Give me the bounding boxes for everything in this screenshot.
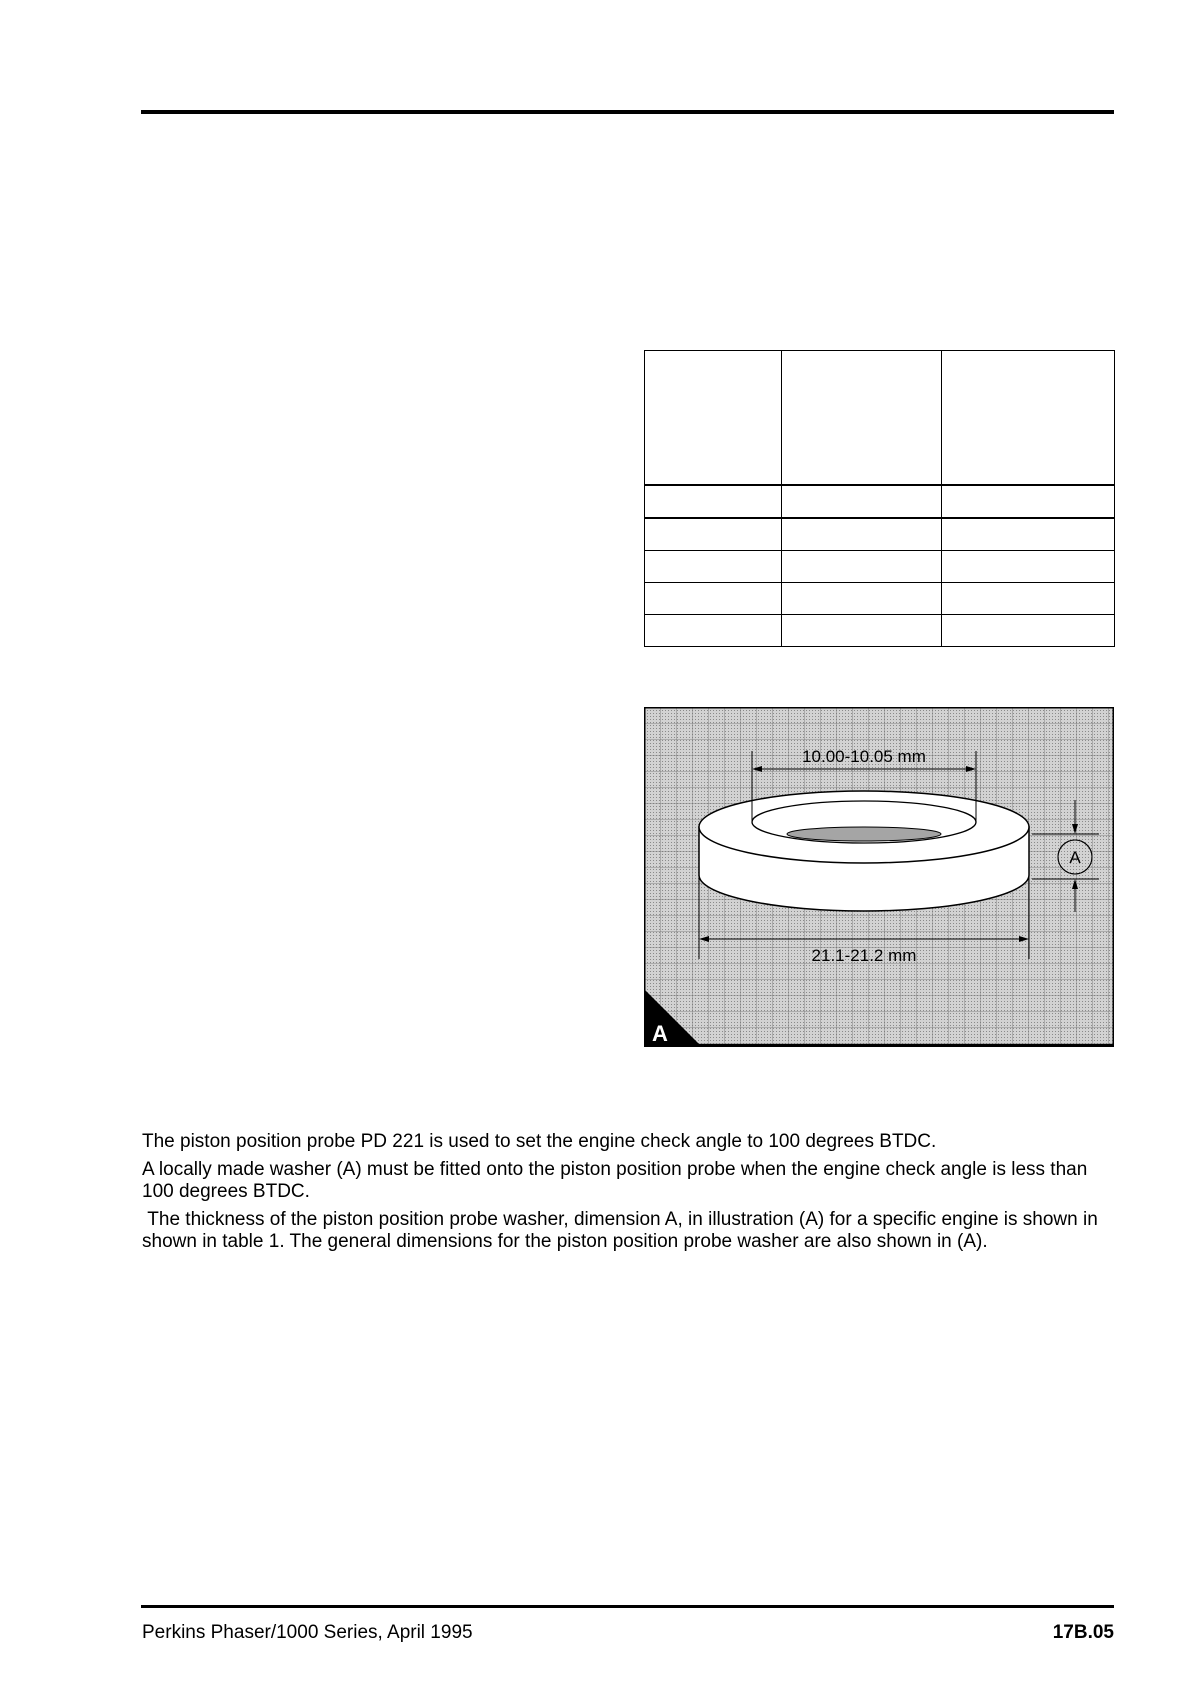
paragraph: The piston position probe PD 221 is used to set the engine check angle to 100 degrees BTDC.	[142, 1131, 937, 1152]
washer-illustration	[644, 707, 1114, 1047]
table-row	[645, 518, 1115, 551]
table-cell	[942, 583, 1115, 615]
figure-label: A	[652, 1021, 668, 1046]
table-cell	[942, 485, 1115, 518]
table-cell	[782, 551, 942, 583]
table-row	[645, 485, 1115, 518]
paragraph: The thickness of the piston position probe washer, dimension A, in illustration (A) for a specific engine is shown in shown in table 1. The general dimensions for the piston position probe washer are also shown in (A).	[142, 1209, 1104, 1252]
table-cell	[645, 551, 782, 583]
washer-thickness-table	[644, 350, 1115, 647]
table-cell	[645, 351, 782, 486]
table-cell	[782, 583, 942, 615]
table-cell	[942, 615, 1115, 647]
washer-drawing	[699, 791, 1029, 911]
table-cell	[782, 615, 942, 647]
table-cell	[645, 485, 782, 518]
table-cell	[645, 518, 782, 551]
table-cell	[782, 485, 942, 518]
body-text	[142, 1131, 1117, 1259]
table-cell	[782, 351, 942, 486]
thickness-label: A	[1069, 848, 1081, 867]
table-cell	[942, 518, 1115, 551]
paragraph: A locally made washer (A) must be fitted onto the piston position probe when the engine check angle is less than 100 degrees BTDC.	[142, 1159, 1088, 1202]
table-cell	[782, 518, 942, 551]
table-cell	[645, 615, 782, 647]
inner-diameter-label: 10.00-10.05 mm	[802, 747, 926, 766]
outer-diameter-label: 21.1-21.2 mm	[811, 946, 917, 965]
table-header-row	[645, 351, 1115, 486]
footer-rule	[141, 1605, 1114, 1608]
table-row	[645, 583, 1115, 615]
table-cell	[645, 583, 782, 615]
footer-publication: Perkins Phaser/1000 Series, April 1995	[142, 1622, 473, 1643]
table-cell	[942, 551, 1115, 583]
table-cell	[942, 351, 1115, 486]
footer-page-number: 17B.05	[1052, 1622, 1114, 1643]
table-row	[645, 551, 1115, 583]
header-rule	[141, 110, 1114, 114]
table-row	[645, 615, 1115, 647]
